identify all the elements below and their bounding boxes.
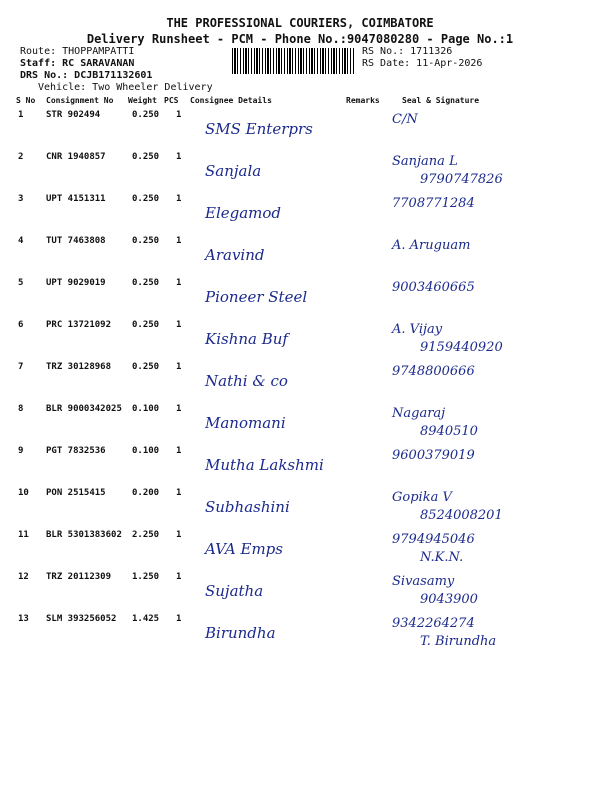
table-row [0, 320, 600, 362]
rs-date: RS Date: 11-Apr-2026 [362, 58, 483, 69]
signature-line-1: Gopika V [392, 490, 452, 505]
table-row [0, 404, 600, 446]
row-pcs: 1 [176, 110, 182, 120]
row-consignment: BLR 5301383602 [46, 530, 122, 540]
row-pcs: 1 [176, 488, 182, 498]
consignee-handwriting: Kishna Buf [205, 330, 288, 348]
rs-number: RS No.: 1711326 [362, 46, 453, 57]
signature-line-2: 8524008201 [420, 508, 503, 523]
signature-line-1: Sanjana L [392, 154, 458, 169]
row-pcs: 1 [176, 530, 182, 540]
row-weight: 0.250 [132, 152, 160, 162]
row-weight: 0.100 [132, 404, 160, 414]
signature-line-1: 9342264274 [392, 616, 475, 631]
row-sno: 6 [18, 320, 24, 330]
signature-line-1: 7708771284 [392, 196, 475, 211]
row-weight: 0.250 [132, 320, 160, 330]
col-consignee: Consignee Details [190, 96, 272, 105]
row-pcs: 1 [176, 404, 182, 414]
row-weight: 1.425 [132, 614, 160, 624]
signature-line-1: A. Aruguam [392, 238, 471, 253]
row-pcs: 1 [176, 446, 182, 456]
table-row [0, 446, 600, 488]
row-sno: 12 [18, 572, 29, 582]
row-weight: 0.250 [132, 236, 160, 246]
row-pcs: 1 [176, 236, 182, 246]
row-sno: 2 [18, 152, 24, 162]
table-row [0, 278, 600, 320]
row-consignment: CNR 1940857 [46, 152, 106, 162]
consignee-handwriting: AVA Emps [205, 540, 283, 558]
row-sno: 3 [18, 194, 24, 204]
row-pcs: 1 [176, 362, 182, 372]
consignee-handwriting: Pioneer Steel [205, 288, 308, 306]
signature-line-2: 9790747826 [420, 172, 503, 187]
row-pcs: 1 [176, 278, 182, 288]
row-consignment: PGT 7832536 [46, 446, 106, 456]
row-weight: 0.250 [132, 110, 160, 120]
signature-line-1: A. Vijay [392, 322, 443, 337]
runsheet-subtitle: Delivery Runsheet - PCM - Phone No.:9047080280 - Page No.:1 [86, 32, 514, 46]
consignee-handwriting: Mutha Lakshmi [205, 456, 324, 474]
signature-line-2: 9159440920 [420, 340, 503, 355]
row-pcs: 1 [176, 614, 182, 624]
col-weight: Weight [128, 96, 157, 105]
row-pcs: 1 [176, 152, 182, 162]
consignee-handwriting: Subhashini [205, 498, 290, 516]
table-row [0, 110, 600, 152]
table-row [0, 152, 600, 194]
consignee-handwriting: Birundha [205, 624, 276, 642]
signature-line-1: Sivasamy [392, 574, 455, 589]
row-pcs: 1 [176, 320, 182, 330]
consignee-handwriting: Manomani [205, 414, 286, 432]
row-sno: 10 [18, 488, 29, 498]
row-consignment: UPT 9029019 [46, 278, 106, 288]
table-row [0, 488, 600, 530]
row-weight: 0.200 [132, 488, 160, 498]
row-sno: 5 [18, 278, 24, 288]
signature-line-1: 9748800666 [392, 364, 475, 379]
signature-line-2: 9043900 [420, 592, 478, 607]
consignee-handwriting: Nathi & co [205, 372, 288, 390]
table-row [0, 362, 600, 404]
col-consignment: Consignment No [46, 96, 114, 105]
vehicle-label: Vehicle: Two Wheeler Delivery [38, 82, 213, 93]
table-row [0, 236, 600, 278]
staff-label: Staff: RC SARAVANAN [20, 58, 135, 69]
row-sno: 8 [18, 404, 24, 414]
row-pcs: 1 [176, 194, 182, 204]
row-sno: 13 [18, 614, 29, 624]
signature-line-1: 9600379019 [392, 448, 475, 463]
row-weight: 0.100 [132, 446, 160, 456]
row-consignment: STR 902494 [46, 110, 101, 120]
signature-line-2: N.K.N. [420, 550, 464, 565]
table-row [0, 572, 600, 614]
table-row [0, 530, 600, 572]
table-row [0, 194, 600, 236]
row-weight: 0.250 [132, 194, 160, 204]
consignee-handwriting: Elegamod [205, 204, 282, 222]
consignee-handwriting: Sanjala [205, 162, 262, 180]
col-sno: S No [16, 96, 36, 105]
consignee-handwriting: Aravind [205, 246, 265, 264]
row-weight: 1.250 [132, 572, 160, 582]
row-weight: 2.250 [132, 530, 160, 540]
row-pcs: 1 [176, 572, 182, 582]
row-consignment: TRZ 30128968 [46, 362, 112, 372]
row-sno: 9 [18, 446, 24, 456]
row-sno: 11 [18, 530, 29, 540]
col-remarks: Remarks [346, 96, 380, 105]
row-consignment: TUT 7463808 [46, 236, 106, 246]
signature-line-1: 9003460665 [392, 280, 475, 295]
signature-line-1: 9794945046 [392, 532, 475, 547]
row-consignment: PRC 13721092 [46, 320, 112, 330]
row-sno: 1 [18, 110, 24, 120]
row-consignment: TRZ 20112309 [46, 572, 112, 582]
row-weight: 0.250 [132, 278, 160, 288]
row-consignment: SLM 393256052 [46, 614, 117, 624]
signature-line-2: T. Birundha [420, 634, 497, 649]
col-pcs: PCS [164, 96, 179, 105]
consignee-handwriting: SMS Enterprs [205, 120, 313, 138]
signature-line-1: C/N [392, 112, 418, 127]
table-row [0, 614, 600, 656]
company-title: THE PROFESSIONAL COURIERS, COIMBATORE [166, 16, 434, 30]
drs-label: DRS No.: DCJB171132601 [20, 70, 153, 81]
row-consignment: UPT 4151311 [46, 194, 106, 204]
barcode [232, 48, 354, 74]
route-label: Route: THOPPAMPATTI [20, 46, 135, 57]
row-sno: 4 [18, 236, 24, 246]
row-consignment: BLR 9000342025 [46, 404, 122, 414]
row-sno: 7 [18, 362, 24, 372]
signature-line-2: 8940510 [420, 424, 478, 439]
row-weight: 0.250 [132, 362, 160, 372]
col-seal: Seal & Signature [402, 96, 480, 105]
row-consignment: PON 2515415 [46, 488, 106, 498]
signature-line-1: Nagaraj [392, 406, 446, 421]
consignee-handwriting: Sujatha [205, 582, 264, 600]
